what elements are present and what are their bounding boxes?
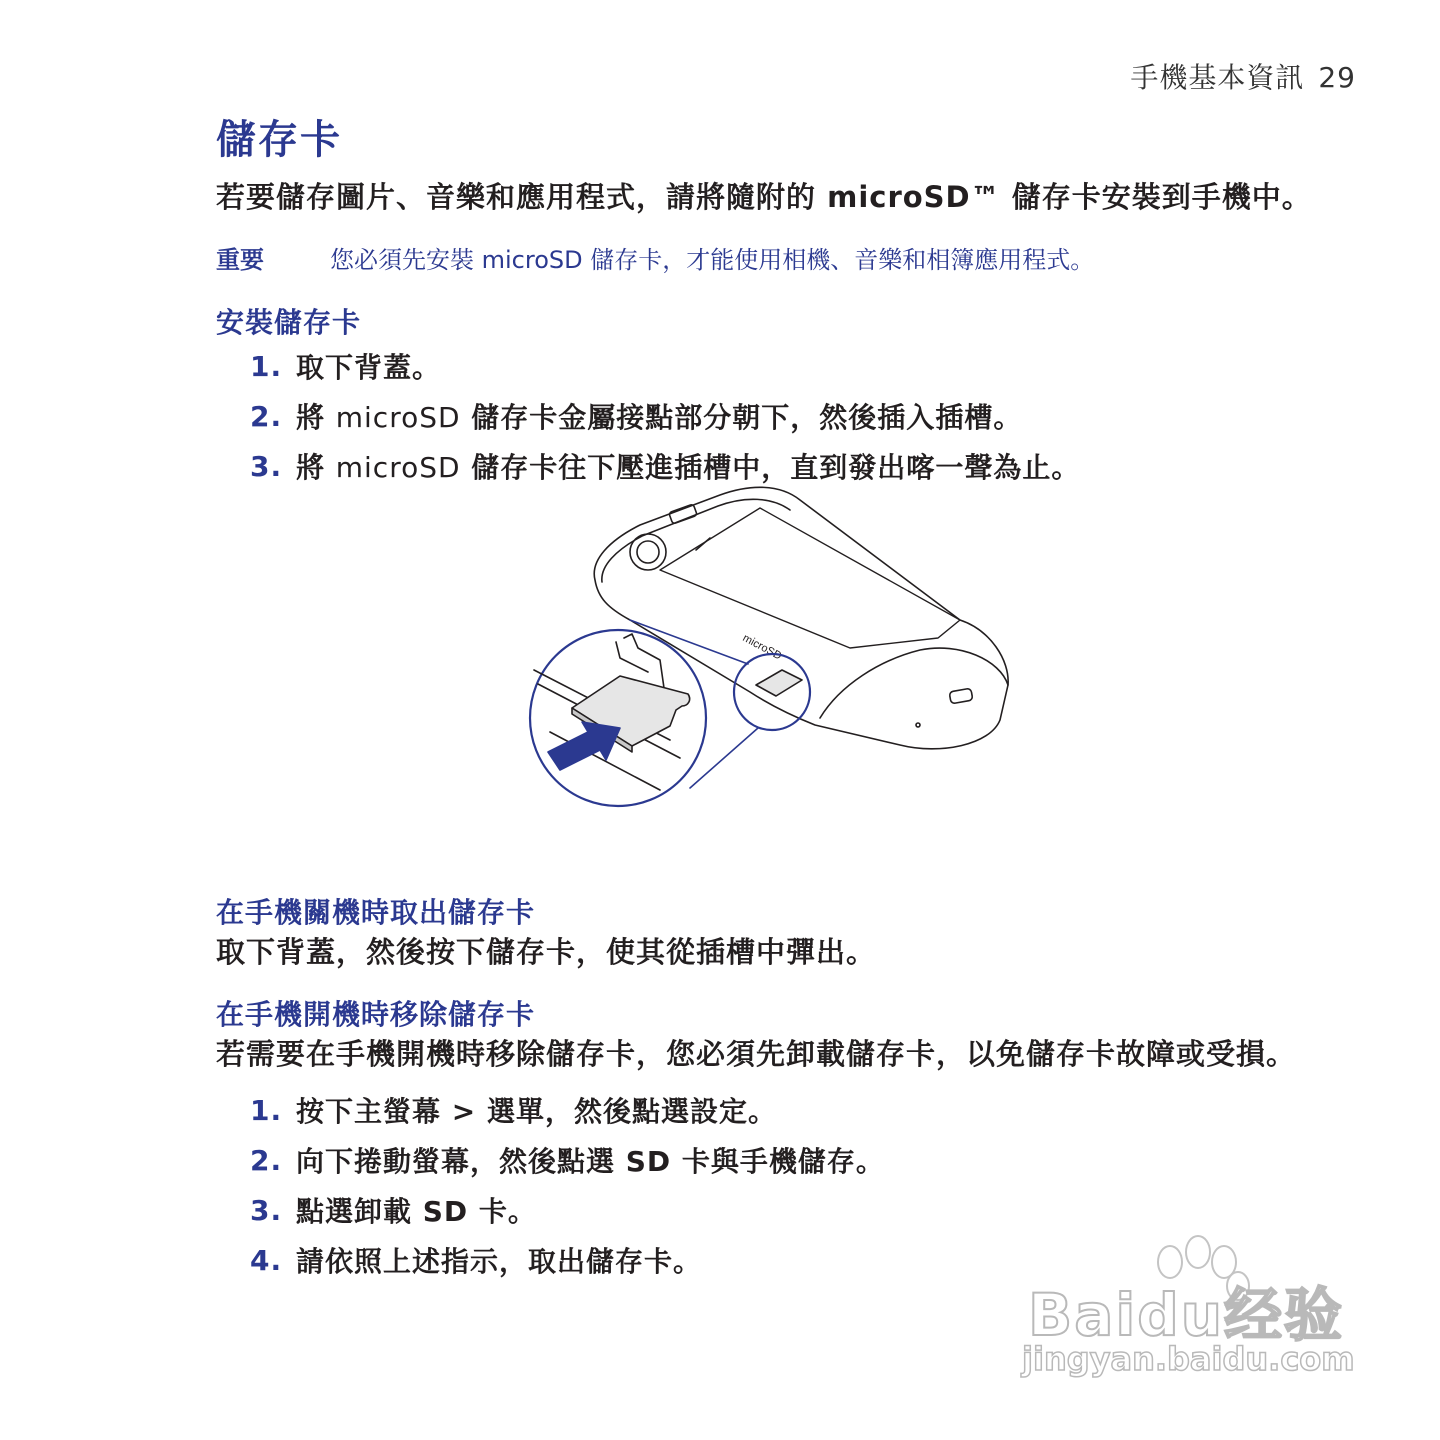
install-steps [216,341,1346,491]
step-number: 1. [250,1093,283,1127]
remove-step [250,1085,1346,1135]
slot-label: microSD [740,632,784,663]
step-text: 請依照上述指示，取出儲存卡。 [296,1245,703,1278]
step-number: 3. [250,449,283,483]
header-section: 手機基本資訊 [1130,61,1305,94]
camera-icon [630,534,666,570]
battery-bay [660,508,960,648]
remove-on-text: 若需要在手機開機時移除儲存卡，您必須先卸載儲存卡，以免儲存卡故障或受損。 [216,1037,1297,1071]
watermark-brand: Baidu经验 [1028,1281,1345,1349]
remove-on-heading: 在手機開機時移除儲存卡 [216,998,536,1031]
step-number: 2. [250,399,283,433]
step-text: 向下捲動螢幕，然後點選 SD 卡與手機儲存。 [296,1145,885,1178]
important-note [216,240,1346,275]
note-text: 您必須先安裝 microSD 儲存卡，才能使用相機、音樂和相簿應用程式。 [330,246,1095,274]
install-heading: 安裝儲存卡 [216,306,362,339]
step-text-post: 儲存卡金屬接點部分朝下，然後插入插槽。 [460,401,1023,434]
page-title: 儲存卡 [216,117,342,163]
step-number: 3. [250,1193,283,1227]
note-label: 重要 [216,246,264,274]
install-step [250,391,1346,441]
watermark-url: jingyan.baidu.com [1022,1340,1355,1378]
running-header [1130,56,1356,96]
step-text-post: 儲存卡往下壓進插槽中，直到發出喀一聲為止。 [460,451,1081,484]
step-text: 點選卸載 SD 卡。 [296,1195,537,1228]
step-text-microsd: microSD [335,451,461,484]
remove-step [250,1135,1346,1185]
install-step [250,341,1346,391]
step-number: 1. [250,349,283,383]
step-text: 取下背蓋。 [296,351,442,384]
step-text-microsd: microSD [335,401,461,434]
microsd-install-illustration [520,470,1040,815]
remove-off-text: 取下背蓋，然後按下儲存卡，使其從插槽中彈出。 [216,935,877,969]
step-number: 4. [250,1243,283,1277]
step-number: 2. [250,1143,283,1177]
step-text-pre: 將 [296,401,336,434]
step-text-pre: 將 [296,451,336,484]
speaker-slot [669,504,698,524]
intro-paragraph: 若要儲存圖片、音樂和應用程式，請將隨附的 microSD™ 儲存卡安裝到手機中。 [216,180,1312,214]
step-text: 按下主螢幕 > 選單，然後點選設定。 [296,1095,777,1128]
step-text [296,396,1022,436]
usb-port [949,688,973,704]
page-number: 29 [1318,61,1356,94]
remove-off-heading: 在手機關機時取出儲存卡 [216,896,536,929]
